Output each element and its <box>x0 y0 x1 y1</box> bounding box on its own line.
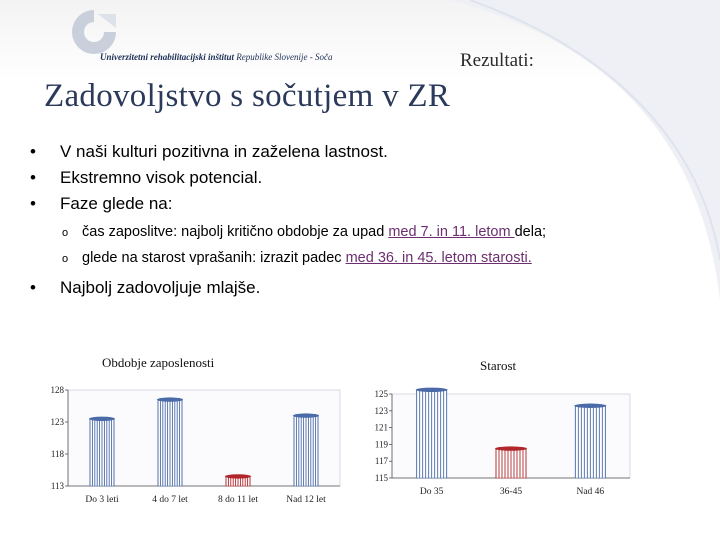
bullet-list <box>28 140 388 218</box>
y-tick-label: 118 <box>50 449 64 459</box>
bullet-item: • Faze glede na: <box>28 192 388 218</box>
bar <box>157 397 183 486</box>
subbullet-marker: o <box>62 253 69 265</box>
bullet-item: • Najbolj zadovoljuje mlajše. <box>28 276 260 302</box>
chart-age <box>360 380 660 510</box>
bar <box>574 404 606 478</box>
bar <box>89 417 115 486</box>
logo-icon <box>64 6 124 58</box>
y-tick-label: 113 <box>50 481 64 491</box>
highlight-text: med 7. in 11. letom <box>388 224 515 240</box>
y-tick-label: 123 <box>374 405 388 416</box>
x-tick-label: Do 35 <box>419 487 444 497</box>
chart-employment <box>40 380 360 510</box>
institute-name: Univerzitetni rehabilitacijski inštitut Republike Slovenije - Soča <box>100 52 333 62</box>
y-tick-label: 115 <box>374 473 388 483</box>
y-tick-label: 128 <box>50 385 64 395</box>
highlight-text: med 36. in 45. letom starosti. <box>345 250 532 266</box>
x-tick-label: 8 do 11 let <box>217 495 259 505</box>
y-tick-label: 123 <box>50 417 64 427</box>
section-label: Rezultati: <box>460 50 534 71</box>
subbullet-marker: o <box>62 227 69 239</box>
bar <box>416 388 448 478</box>
bar <box>225 474 251 486</box>
x-tick-label: Do 3 leti <box>85 495 119 505</box>
chart-title-employment: Obdobje zaposlenosti <box>102 355 215 370</box>
y-tick-label: 121 <box>374 422 388 433</box>
x-tick-label: 36-45 <box>499 487 523 497</box>
x-tick-label: Nad 46 <box>576 487 605 497</box>
bullet-item: • V naši kulturi pozitivna in zaželena lastnost. <box>28 140 388 166</box>
y-tick-label: 119 <box>374 439 388 450</box>
bullet-list-last <box>28 276 260 302</box>
x-tick-label: Nad 12 let <box>286 495 326 505</box>
bar <box>495 446 527 478</box>
y-tick-label: 125 <box>374 389 388 399</box>
subbullet-item: o glede na starost vprašanih: izrazit padec med 36. in 45. letom starosti. <box>62 250 532 266</box>
bar <box>293 413 319 486</box>
page-title: Zadovoljstvo s sočutjem v ZR <box>44 78 451 114</box>
subbullet-item: o čas zaposlitve: najbolj kritično obdobje za upad med 7. in 11. letom dela; <box>62 224 547 240</box>
x-tick-label: 4 do 7 let <box>152 495 188 505</box>
y-tick-label: 117 <box>374 456 388 467</box>
bullet-item: • Ekstremno visok potencial. <box>28 166 388 192</box>
chart-title-age: Starost <box>480 358 517 373</box>
